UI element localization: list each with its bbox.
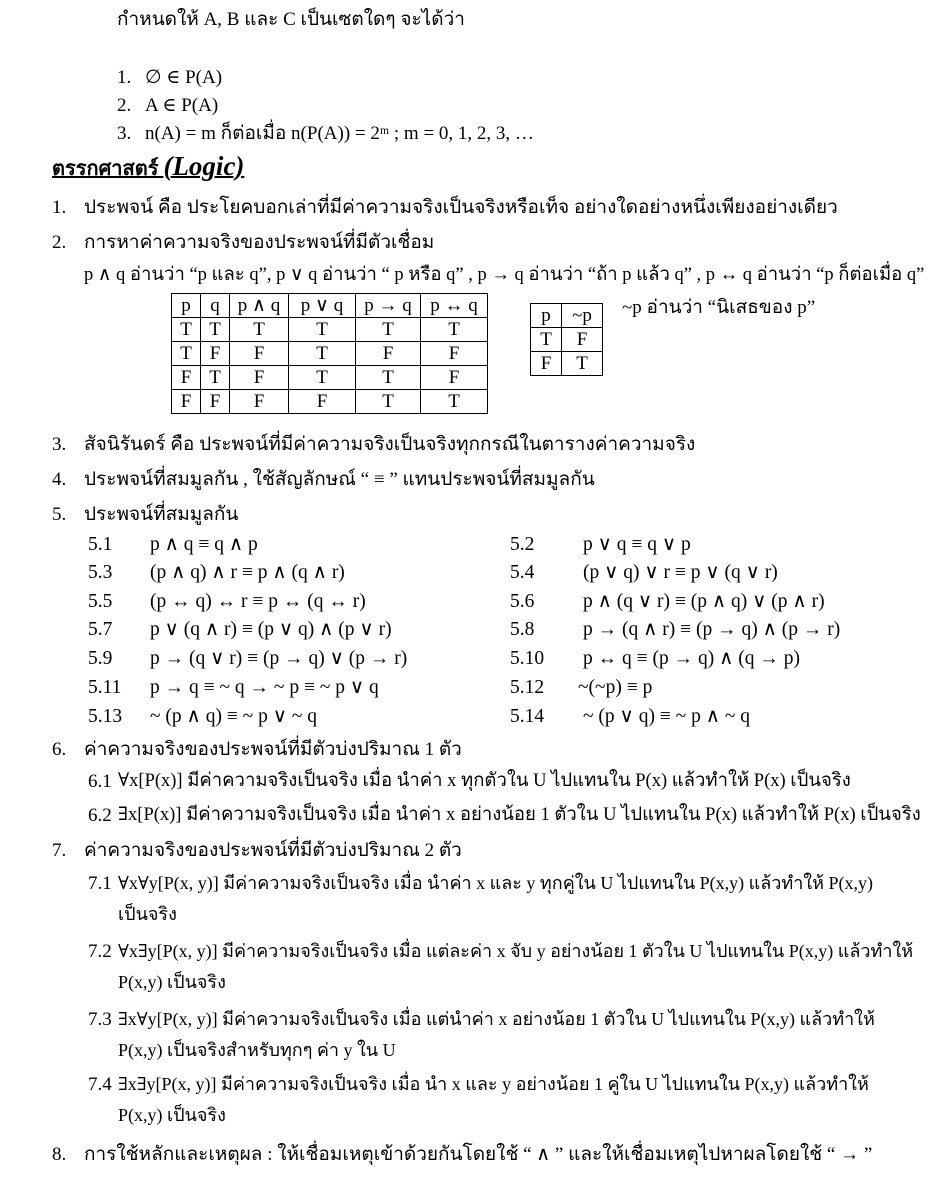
item-number: 5. <box>52 504 67 525</box>
table-header: p <box>531 304 562 328</box>
equivalence-expr: p → (q ∨ r) ≡ (p → q) ∨ (p → r) <box>150 648 408 669</box>
item-number: 8. <box>52 1144 67 1165</box>
quantifier-num: 6.1 <box>88 771 112 792</box>
equivalence-expr: p ∨ q ≡ q ∨ p <box>583 534 691 555</box>
equivalence-num: 5.9 <box>88 648 113 669</box>
intro-item-text: A ∈ P(A) <box>145 95 219 116</box>
table-header: p ∨ q <box>289 294 356 318</box>
quantifier-text: ∃x∀y[P(x, y)] มีค่าความจริงเป็นจริง เมื่อ แต่นำค่า x อย่างน้อย 1 ตัวใน U ไปแทนใน P(x,y) แล้วทำให้ <box>118 1009 875 1029</box>
item-number: 1. <box>52 197 67 218</box>
table-cell: T <box>289 318 356 342</box>
item-number: 6. <box>52 739 67 760</box>
equivalence-num: 5.12 <box>510 677 545 698</box>
equivalence-num: 5.1 <box>88 534 113 555</box>
table-cell: F <box>356 342 421 366</box>
equivalence-num: 5.3 <box>88 562 113 583</box>
table-header: p → q <box>356 294 421 318</box>
table-cell: T <box>172 318 201 342</box>
section-title-th: ตรรกศาสตร์ <box>52 158 164 180</box>
table-cell: T <box>356 390 421 414</box>
table-cell: F <box>421 342 488 366</box>
equivalence-expr: p → (q ∧ r) ≡ (p → q) ∧ (p → r) <box>583 619 841 640</box>
intro-item-text: n(A) = m ก็ต่อเมื่อ n(P(A)) = 2ᵐ ; m = 0, 1, 2, 3, … <box>145 123 534 144</box>
quantifier-num: 7.4 <box>88 1074 112 1095</box>
quantifier-text-cont: เป็นจริง <box>118 904 177 924</box>
item-text: สัจนิรันดร์ คือ ประพจน์ที่มีค่าความจริงเป็นจริงทุกกรณีในตารางค่าความจริง <box>84 434 696 455</box>
negation-table <box>530 303 603 376</box>
section-title <box>52 153 244 180</box>
equivalence-expr: p ↔ q ≡ (p → q) ∧ (q → p) <box>583 648 800 669</box>
table-cell: T <box>562 352 603 376</box>
equivalence-expr: p ∧ (q ∨ r) ≡ (p ∧ q) ∨ (p ∧ r) <box>583 591 825 612</box>
table-cell: F <box>201 390 230 414</box>
truth-table <box>171 293 488 414</box>
equivalence-expr: ~ (p ∧ q) ≡ ~ p ∨ ~ q <box>150 706 318 727</box>
item-text: การหาค่าความจริงของประพจน์ที่มีตัวเชื่อม <box>84 232 435 253</box>
quantifier-num: 7.3 <box>88 1009 112 1030</box>
intro-line: กำหนดให้ A, B และ C เป็นเซตใดๆ จะได้ว่า <box>117 9 465 30</box>
equivalence-num: 5.10 <box>510 648 545 669</box>
table-cell: T <box>356 318 421 342</box>
quantifier-num: 7.2 <box>88 941 112 962</box>
negation-note: ~p อ่านว่า “นิเสธของ p” <box>622 297 816 318</box>
table-header: p ↔ q <box>421 294 488 318</box>
equivalence-expr: (p ↔ q) ↔ r ≡ p ↔ (q ↔ r) <box>150 591 366 612</box>
table-row <box>172 342 488 366</box>
equivalence-num: 5.5 <box>88 591 113 612</box>
table-cell: F <box>289 390 356 414</box>
intro-item-text: ∅ ∈ P(A) <box>145 67 223 88</box>
equivalence-num: 5.8 <box>510 619 535 640</box>
equivalence-num: 5.2 <box>510 534 535 555</box>
table-header-row <box>172 294 488 318</box>
section-title-en: (Logic) <box>163 151 245 181</box>
item-number: 3. <box>52 434 67 455</box>
intro-item-num: 1. <box>117 67 132 88</box>
table-cell: T <box>289 342 356 366</box>
equivalence-num: 5.7 <box>88 619 113 640</box>
table-header-row <box>531 304 603 328</box>
table-header: p ∧ q <box>230 294 289 318</box>
equivalence-expr: p ∨ (q ∧ r) ≡ (p ∨ q) ∧ (p ∨ r) <box>150 619 392 640</box>
table-cell: F <box>230 366 289 390</box>
quantifier-num: 7.1 <box>88 873 112 894</box>
equivalence-num: 5.14 <box>510 706 545 727</box>
item-number: 2. <box>52 232 67 253</box>
table-header: p <box>172 294 201 318</box>
table-header: q <box>201 294 230 318</box>
table-cell: F <box>172 390 201 414</box>
table-cell: F <box>230 390 289 414</box>
table-header: ~p <box>562 304 603 328</box>
connectives-line: p ∧ q อ่านว่า “p และ q”, p ∨ q อ่านว่า “ p หรือ q” , p → q อ่านว่า “ถ้า p แล้ว q” , p ↔ q อ่านว่า “p ก็ต่อเมื่อ q” <box>84 265 925 285</box>
item-number: 7. <box>52 840 67 861</box>
equivalence-expr: (p ∨ q) ∨ r ≡ p ∨ (q ∨ r) <box>583 562 778 583</box>
table-cell: F <box>201 342 230 366</box>
quantifier-text: ∃x[P(x)] มีค่าความจริงเป็นจริง เมื่อ นำค่า x อย่างน้อย 1 ตัวใน U ไปแทนใน P(x) แล้วทำให้ P(x) เป็นจริง <box>118 805 921 825</box>
table-cell: T <box>421 390 488 414</box>
quantifier-text-cont: P(x,y) เป็นจริง <box>118 1105 226 1125</box>
item-text: ค่าความจริงของประพจน์ที่มีตัวบ่งปริมาณ 2 ตัว <box>84 840 462 861</box>
table-cell: F <box>531 352 562 376</box>
item-text: ค่าความจริงของประพจน์ที่มีตัวบ่งปริมาณ 1 ตัว <box>84 739 462 760</box>
equivalence-num: 5.6 <box>510 591 535 612</box>
quantifier-text: ∀x∃y[P(x, y)] มีค่าความจริงเป็นจริง เมื่อ แต่ละค่า x จับ y อย่างน้อย 1 ตัวใน U ไปแทนใน P(x,y) แล้วทำให้ <box>118 941 914 961</box>
table-cell: T <box>201 366 230 390</box>
intro-item-num: 3. <box>117 123 132 144</box>
table-cell: T <box>421 318 488 342</box>
item-number: 4. <box>52 469 67 490</box>
item-text: ประพจน์ คือ ประโยคบอกเล่าที่มีค่าความจริงเป็นจริงหรือเท็จ อย่างใดอย่างหนึ่งเพียงอย่างเดียว <box>84 197 838 218</box>
item-text: ประพจน์ที่สมมูลกัน <box>84 504 239 525</box>
table-row <box>172 366 488 390</box>
equivalence-num: 5.13 <box>88 706 123 727</box>
table-cell: F <box>230 342 289 366</box>
table-cell: T <box>172 342 201 366</box>
item-text: ประพจน์ที่สมมูลกัน , ใช้สัญลักษณ์ “ ≡ ” แทนประพจน์ที่สมมูลกัน <box>84 469 595 490</box>
table-cell: F <box>172 366 201 390</box>
equivalence-expr: p ∧ q ≡ q ∧ p <box>150 534 258 555</box>
table-row <box>531 328 603 352</box>
table-cell: T <box>356 366 421 390</box>
quantifier-text: ∀x[P(x)] มีค่าความจริงเป็นจริง เมื่อ นำค่า x ทุกตัวใน U ไปแทนใน P(x) แล้วทำให้ P(x) เป็นจริง <box>118 771 851 791</box>
intro-item-num: 2. <box>117 95 132 116</box>
equivalence-expr: p → q ≡ ~ q → ~ p ≡ ~ p ∨ q <box>150 677 379 698</box>
quantifier-text: ∃x∃y[P(x, y)] มีค่าความจริงเป็นจริง เมื่อ นำ x และ y อย่างน้อย 1 คู่ใน U ไปแทนใน P(x,y) แล้วทำให้ <box>118 1074 869 1094</box>
table-cell: T <box>289 366 356 390</box>
quantifier-text-cont: P(x,y) เป็นจริงสำหรับทุกๆ ค่า y ใน U <box>118 1040 396 1060</box>
quantifier-num: 6.2 <box>88 805 112 826</box>
equivalence-expr: (p ∧ q) ∧ r ≡ p ∧ (q ∧ r) <box>150 562 345 583</box>
table-row <box>172 390 488 414</box>
table-cell: T <box>531 328 562 352</box>
equivalence-num: 5.4 <box>510 562 535 583</box>
quantifier-text: ∀x∀y[P(x, y)] มีค่าความจริงเป็นจริง เมื่อ นำค่า x และ y ทุกคู่ใน U ไปแทนใน P(x,y) แล้วทำให้ P(x,y) <box>118 873 874 893</box>
table-cell: F <box>421 366 488 390</box>
table-cell: T <box>201 318 230 342</box>
equivalence-expr: ~ (p ∨ q) ≡ ~ p ∧ ~ q <box>583 706 751 727</box>
item-text: การใช้หลักและเหตุผล : ให้เชื่อมเหตุเข้าด้วยกันโดยใช้ “ ∧ ” และให้เชื่อมเหตุไปหาผลโดยใช้ “ → ” <box>84 1144 873 1165</box>
quantifier-text-cont: P(x,y) เป็นจริง <box>118 972 226 992</box>
equivalence-expr: ~(~p) ≡ p <box>578 677 653 698</box>
table-row <box>172 318 488 342</box>
equivalence-num: 5.11 <box>88 677 122 698</box>
table-cell: F <box>562 328 603 352</box>
table-row <box>531 352 603 376</box>
table-cell: T <box>230 318 289 342</box>
